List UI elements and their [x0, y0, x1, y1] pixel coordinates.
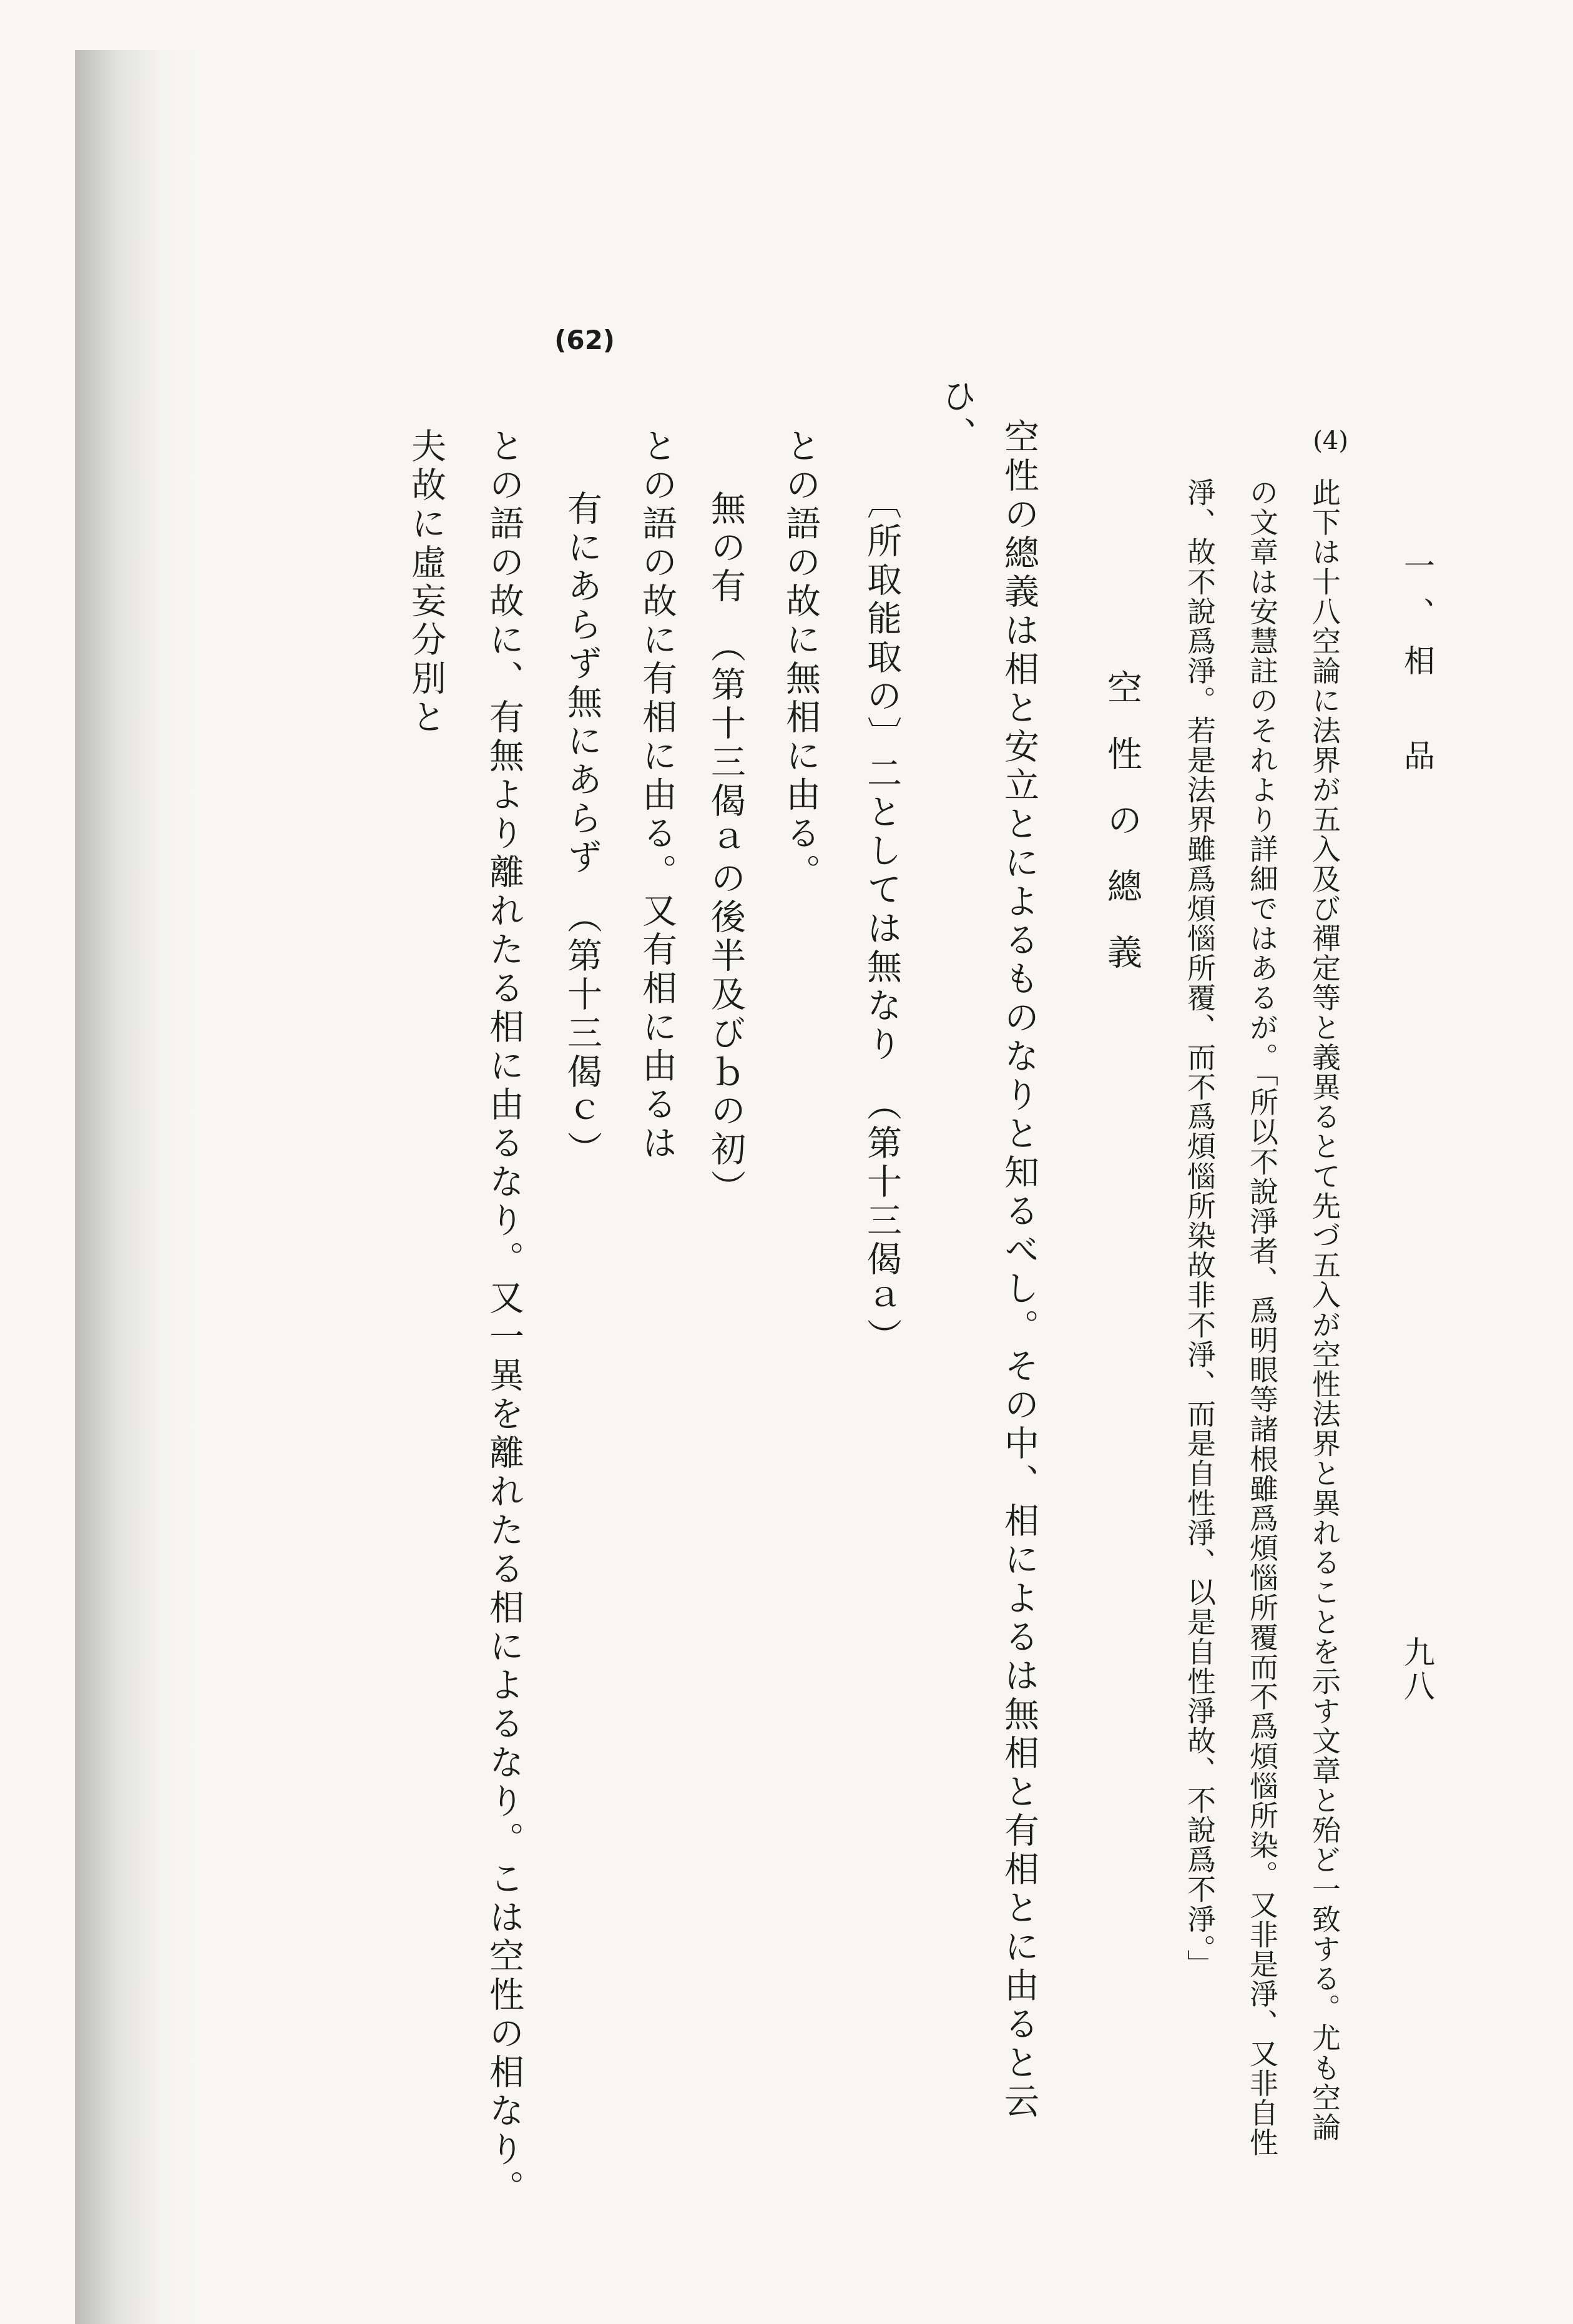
body-line-4: との語の故に有相に由る。又有相に由るは [637, 428, 677, 1163]
body-line-3: との語の故に無相に由る。 [780, 428, 821, 892]
body-line-6: 夫故に虛妄分別と [406, 428, 446, 737]
body-line-2: ひ、 [936, 378, 977, 455]
section-title: 一、相 品 [1399, 549, 1435, 787]
verse-line-3: 有にあらず無にあらず （第十三偈ｃ） [562, 490, 602, 1169]
body-line-1: 空性の總義は相と安立とによるものなりと知るべし。その中、相によるは無相と有相とに由ると云 [999, 418, 1039, 2122]
body-line-5: との語の故に、有無より離れたる相に由るなり。又一異を離れたる相によるなり。こは空性の相なり。 [484, 428, 524, 2208]
note-marker: (4) [1313, 426, 1348, 455]
side-label: (62) [554, 325, 615, 355]
binding-shadow [75, 50, 200, 2324]
verse-line-1: 〔所取能取の〕二としては無なり （第十三偈ａ） [861, 484, 902, 1357]
note-line-3: 淨、故不說爲淨。若是法界雖爲煩惱所覆、而不爲煩惱所染故非不淨、而是自性淨、以是自性淨故、不說爲不淨。」 [1183, 478, 1217, 1979]
verse-line-2: 無の有 （第十三偈ａの後半及びｂの初） [705, 490, 746, 1208]
note-line-1: 此下は十八空論に法界が五入及び禪定等と義異るとて先づ五入が空性法界と異れることを示す文章と殆ど一致する。尤も空論 [1308, 478, 1341, 2142]
section-heading: 空性の總義 [1102, 669, 1142, 1000]
page-number: 九八 [1399, 1636, 1435, 1703]
note-line-2: の文章は安慧註のそれより詳細ではあるが。「所以不說淨者、爲明眼等諸根雖爲煩惱所覆而不爲煩惱所染。又非是淨、又非自性 [1245, 478, 1279, 2158]
